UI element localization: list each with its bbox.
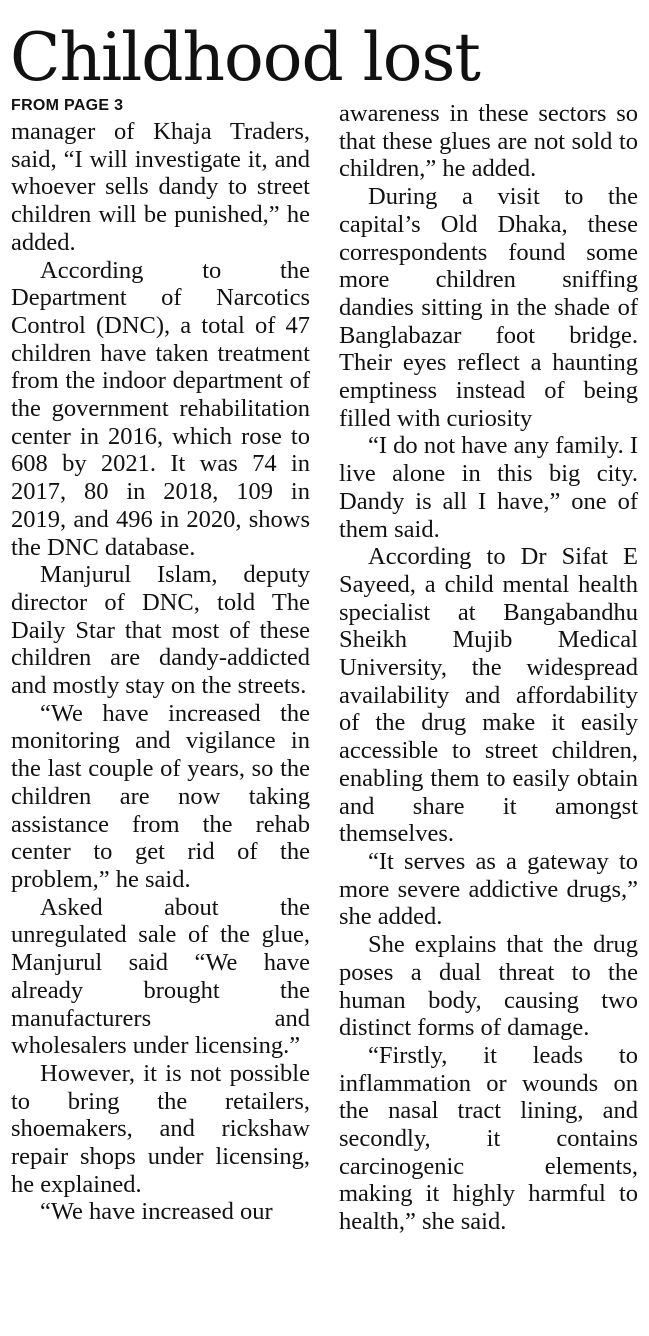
paragraph: However, it is not possible to bring the retailers, shoemakers, and rickshaw repair shops under licensing, he explained. [11, 1059, 310, 1198]
paragraph: “We have increased our [40, 1198, 273, 1226]
headline: Childhood lost [10, 19, 480, 96]
paragraph: Manjurul Islam, deputy director of DNC, told The Daily Star that most of these children are dandy-addicted and mostly stay on the streets. [11, 561, 310, 700]
article-column-right [339, 100, 638, 1236]
paragraph: “Firstly, it leads to inflammation or wounds on the nasal tract lining, and secondly, it contains carcinogenic elements, making it highly harmful to health,” she said. [339, 1041, 638, 1236]
continuation-kicker: FROM PAGE 3 [11, 97, 124, 114]
paragraph: “We have increased the monitoring and vigilance in the last couple of years, so the children are now taking assistance from the rehab center to get rid of the problem,” he said. [11, 699, 310, 893]
paragraph: “I do not have any family. I live alone in this big city. Dandy is all I have,” one of them said. [339, 432, 638, 543]
paragraph: “It serves as a gateway to more severe addictive drugs,” she added. [339, 847, 638, 931]
paragraph: awareness in these sectors so that these glues are not sold to children,” he added. [339, 100, 638, 183]
paragraph: She explains that the drug poses a dual threat to the human body, causing two distinct forms of damage. [339, 931, 638, 1042]
paragraph: According to the Department of Narcotics Control (DNC), a total of 47 children have taken treatment from the indoor department of the government rehabilitation center in 2016, which rose to 608 by 2021. It was 74 in 2017, 80 in 2018, 109 in 2019, and 496 in 2020, shows the DNC database. [11, 256, 310, 561]
article-column-left [11, 96, 310, 1226]
paragraph: Asked about the unregulated sale of the glue, Manjurul said “We have already brought the manufacturers and wholesalers under licensing.” [11, 893, 310, 1060]
paragraph: manager of Khaja Traders, said, “I will investigate it, and whoever sells dandy to street children will be punished,” he added. [11, 118, 310, 256]
paragraph: During a visit to the capital’s Old Dhaka, these correspondents found some more children sniffing dandies sitting in the shade of Banglabazar foot bridge. Their eyes reflect a haunting emptiness instead of being filled with curiosity [339, 183, 638, 432]
paragraph: According to Dr Sifat E Sayeed, a child mental health specialist at Bangabandhu Sheikh Mujib Medical University, the widespread availability and affordability of the drug make it easily accessible to street children, enabling them to easily obtain and share it amongst themselves. [339, 543, 638, 848]
